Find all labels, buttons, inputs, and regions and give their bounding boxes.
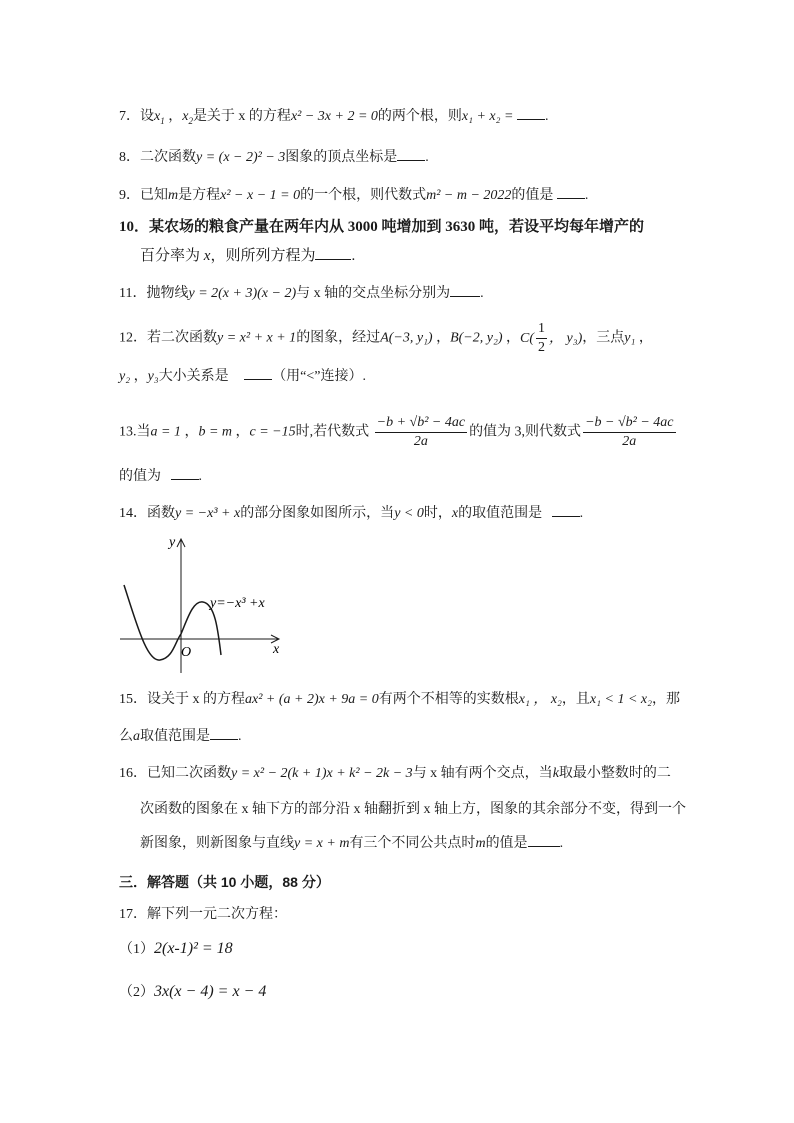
question-15-line2: 么a取值范围是 . xyxy=(119,729,242,744)
equation: ax² + (a + 2)x + 9a = 0 xyxy=(245,692,379,707)
origin-label: O xyxy=(181,645,192,660)
answer-blank[interactable] xyxy=(244,367,272,380)
point-c: C( $\frac{1}{2}$ ， y₃) xyxy=(520,321,583,355)
answer-blank[interactable] xyxy=(517,107,545,120)
question-16-line2: 次函数的图象在 x 轴下方的部分沿 x 轴翻折到 x 轴上方，图象的其余部分不变，得到一个 xyxy=(140,802,686,817)
question-13: 13.当a = 1 ，b = m ，c = −15时,若代数式 $\frac{\text{−b + √b² − 4ac}}{2a}$ 的值为 3,则代数式 $\frac{\text{−b − √b² − 4ac}}{2a}$ xyxy=(119,415,674,449)
point-b: B(−2, y₂) xyxy=(450,330,503,346)
answer-blank[interactable] xyxy=(315,247,351,260)
question-12: 12．若二次函数y = x² + x + 1的图象，经过A(−3, y₁) ，B(−2, y₂) ，C( $\frac{1}{2}$ ， y₃)，三点y₁ ， xyxy=(119,321,653,355)
equation: y = −x³ + x xyxy=(175,506,241,521)
question-11: 11．抛物线y = 2(x + 3)(x − 2)与 x 轴的交点坐标分别为 . xyxy=(119,286,484,301)
expression: m² − m − 2022 xyxy=(426,188,512,203)
answer-blank[interactable] xyxy=(552,504,580,517)
section-heading: 三．解答题（共 10 小题，88 分） xyxy=(119,874,330,890)
question-10-line2: 百分率为 x，则所列方程为 . xyxy=(140,248,356,264)
answer-blank[interactable] xyxy=(450,284,480,297)
fraction-plus: $\frac{\text{−b + √b² − 4ac}}{2a}$ xyxy=(376,415,466,449)
equation: y = (x − 2)² − 3 xyxy=(196,150,286,165)
fraction-minus: $\frac{\text{−b − √b² − 4ac}}{2a}$ xyxy=(585,415,674,449)
question-17-part2: （2）3x(x − 4) = x − 4 xyxy=(119,983,267,1000)
question-17: 17．解下列一元二次方程： xyxy=(119,907,287,922)
question-8: 8．二次函数y = (x − 2)² − 3图象的顶点坐标是 . xyxy=(119,150,429,165)
y-axis-label: y xyxy=(169,535,176,550)
cubic-curve xyxy=(124,585,221,660)
equation: 3x(x − 4) = x − 4 xyxy=(154,983,267,1000)
question-10: 10．某农场的粮食产量在两年内从 3000 吨增加到 3630 吨，若设平均每年增产的 xyxy=(119,219,645,235)
equation: y = 2(x + 3)(x − 2) xyxy=(188,286,297,301)
root-x2: $x_2$ xyxy=(182,109,193,126)
question-17-part1: （1）2(x-1)² = 18 xyxy=(119,940,233,957)
question-7: 7．设$x_1$ ，$x_2$是关于 x 的方程x² − 3x + 2 = 0的两个根，则x₁ + x₂ = . xyxy=(119,109,549,126)
question-16-line3: 新图象，则新图象与直线y = x + m有三个不同公共点时m的值是 . xyxy=(140,836,564,851)
x-axis-label: x xyxy=(273,642,280,657)
question-12-line2: y₂ ，y₃大小关系是 （用“<”连接）. xyxy=(119,369,367,384)
answer-blank[interactable] xyxy=(557,186,585,199)
equation: x² − 3x + 2 = 0 xyxy=(290,109,378,124)
curve-label: y=−x³ +x xyxy=(210,596,265,611)
answer-blank[interactable] xyxy=(528,834,560,847)
question-16: 16．已知二次函数y = x² − 2(k + 1)x + k² − 2k − 3与 x 轴有两个交点，当k取最小整数时的二 xyxy=(119,766,671,781)
sum-expression: x₁ + x₂ = xyxy=(461,109,514,124)
question-13-line2: 的值为 . xyxy=(119,469,202,484)
question-14: 14．函数y = −x³ + x的部分图象如图所示，当y < 0时，x的取值范围是 . xyxy=(119,506,584,521)
equation: y = x² + x + 1 xyxy=(217,330,297,346)
answer-blank[interactable] xyxy=(171,467,199,480)
equation: y = x² − 2(k + 1)x + k² − 2k − 3 xyxy=(231,766,413,781)
root-x1: $x_1$ xyxy=(154,109,165,126)
point-a: A(−3, y₁) xyxy=(380,330,433,346)
question-9: 9．已知m是方程x² − x − 1 = 0的一个根，则代数式m² − m − 2022的值是 . xyxy=(119,188,589,203)
equation: 2(x-1)² = 18 xyxy=(154,940,233,957)
function-graph xyxy=(115,530,290,678)
question-15: 15．设关于 x 的方程ax² + (a + 2)x + 9a = 0有两个不相等的实数根x₁ ， x₂，且x₁ < 1 < x₂，那 xyxy=(119,692,680,707)
answer-blank[interactable] xyxy=(210,727,238,740)
answer-blank[interactable] xyxy=(397,148,425,161)
equation: x² − x − 1 = 0 xyxy=(220,188,301,203)
